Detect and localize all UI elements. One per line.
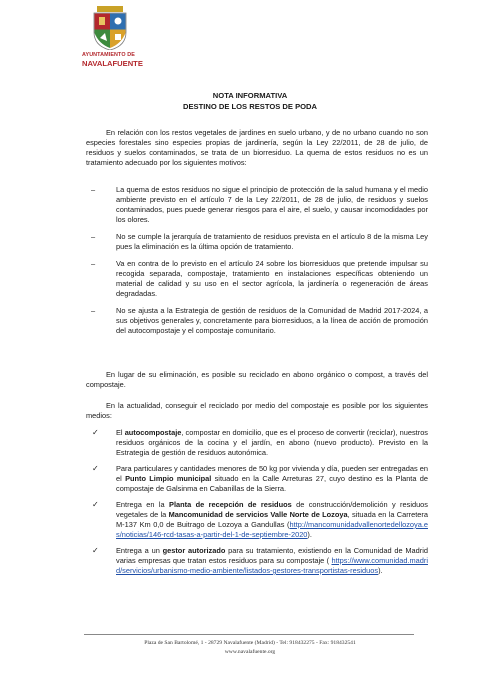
list-item: [86, 500, 428, 540]
means-bold-text: autocompostaje: [124, 428, 182, 437]
means-text: situado en la Calle Arreturas 27, cuyo destino es la Planta de compostaje de Galsinma en Cabanillas de la Sierra.: [116, 474, 428, 493]
list-item: [86, 306, 428, 336]
means-text: , situada en la Carretera M-137 Km 0,0 de Buitrago de Lozoya a Gandullas (: [116, 510, 428, 529]
list-item: [86, 546, 428, 576]
reason-text: Va en contra de lo previsto en el artículo 24 sobre los biorresiduos que pretende impulsar su recogida separada, compostaje, tratamiento en instalaciones específicas obteniendo un material de calidad y su uso en el sector agrícola, la jardinería o regeneración de áreas degradadas.: [116, 259, 428, 298]
means-bold-text: gestor autorizado: [162, 546, 226, 555]
means-text: El: [116, 428, 125, 437]
means-list: [86, 428, 428, 582]
means-bold-text: Punto Limpio municipal: [125, 474, 212, 483]
intro-paragraph: En relación con los restos vegetales de jardines en suelo urbano, y de no urbano cuando no son especies forestales sino especies propias de jardinería, según la Ley 22/2011, de 28 de julio, de residuos y suelos contaminados, se trata de un biorresiduo. La quema de estos residuos no es un tratamiento adecuado por los siguientes motivos:: [86, 128, 428, 167]
checkmark-icon: ✓: [92, 546, 99, 555]
means-text: de construcción/demolición y residuos vegetales de la: [116, 500, 428, 519]
reason-text: No se cumple la jerarquía de tratamiento de residuos prevista en el artículo 8 de la misma Ley pues la eliminación es la última opción de tratamiento.: [116, 232, 428, 251]
municipal-logo: [82, 6, 174, 68]
means-text: Para particulares y cantidades menores de 50 kg por vivienda y día, pueden ser entregadas en el: [116, 464, 428, 483]
reasons-list: [86, 185, 428, 343]
list-item: [86, 464, 428, 494]
checkmark-icon: ✓: [92, 464, 99, 473]
means-text: ).: [378, 566, 383, 575]
comunidad-madrid-link[interactable]: https://www.comunidad.madrid/servicios/urbanismo-medio-ambiente/listados-gestores-transportistas-residuos: [116, 556, 428, 575]
recycling-paragraph: En lugar de su eliminación, es posible su reciclado en abono orgánico o compost, a través del compostaje.: [86, 370, 428, 389]
title-nota-informativa: NOTA INFORMATIVA: [212, 91, 288, 100]
list-item: [86, 428, 428, 458]
means-bold-text: Mancomunidad de servicios Valle Norte de Lozoya: [168, 510, 348, 519]
dash-marker: –: [91, 185, 96, 194]
checkmark-icon: ✓: [92, 500, 99, 509]
reason-text: No se ajusta a la Estrategia de gestión de residuos de la Comunidad de Madrid 2017-2024, a sus objetivos generales y, concretamente para biorresiduos, a la línea de acción de promoción del autocompostaje y el compostaje comunitario.: [116, 306, 428, 335]
logo-text-navalafuente: NAVALAFUENTE: [82, 59, 143, 68]
means-bold-text: Planta de recepción de residuos: [169, 500, 292, 509]
means-text: , compostar en domicilio, que es el proceso de convertir (reciclar), nuestros residuos orgánicos de la cocina y el jardín, en abono (nuevo producto). Previsto en la Estrategia de gestión de residuos autonómica.: [116, 428, 428, 457]
list-item: [86, 259, 428, 299]
means-text: para su tratamiento, existiendo en la Comunidad de Madrid varias empresas que tratan estos residuos para su compostaje (: [116, 546, 428, 565]
reason-text: La quema de estos residuos no sigue el principio de protección de la salud humana y el medio ambiente previsto en el artículo 7 de la Ley 22/2011, de 28 de julio, de residuos y suelos contaminados, pues puede generar riesgos para el aire, el suelo, y causar incomodidades por los olores.: [116, 185, 428, 224]
checkmark-icon: ✓: [92, 428, 99, 437]
means-intro-paragraph: En la actualidad, conseguir el reciclado por medio del compostaje es posible por los siguientes medios:: [86, 401, 428, 420]
mancomunidad-link[interactable]: http://mancomunidadvallenortedellozoya.es/noticias/146-rcd-tasas-a-partir-del-1-de-septiembre-2020: [116, 520, 428, 539]
logo-text-ayuntamiento: AYUNTAMIENTO DE: [82, 52, 135, 58]
footer-address: Plaza de San Bartolomé, 1 - 28729 Navalafuente (Madrid) - Tel: 918432275 - Fax: 918432541: [144, 640, 356, 646]
list-item: [86, 185, 428, 225]
list-item: [86, 232, 428, 252]
title-destino: DESTINO DE LOS RESTOS DE PODA: [182, 102, 318, 111]
means-text: Entrega en la: [116, 500, 170, 509]
footer-divider: [84, 634, 414, 635]
dash-marker: –: [91, 232, 96, 241]
dash-marker: –: [91, 259, 96, 268]
means-text: ).: [307, 530, 312, 539]
coat-of-arms-icon: [91, 6, 129, 50]
dash-marker: –: [91, 306, 96, 315]
footer-website: www.navalafuente.org: [224, 649, 276, 655]
means-text: Entrega a un: [116, 546, 163, 555]
